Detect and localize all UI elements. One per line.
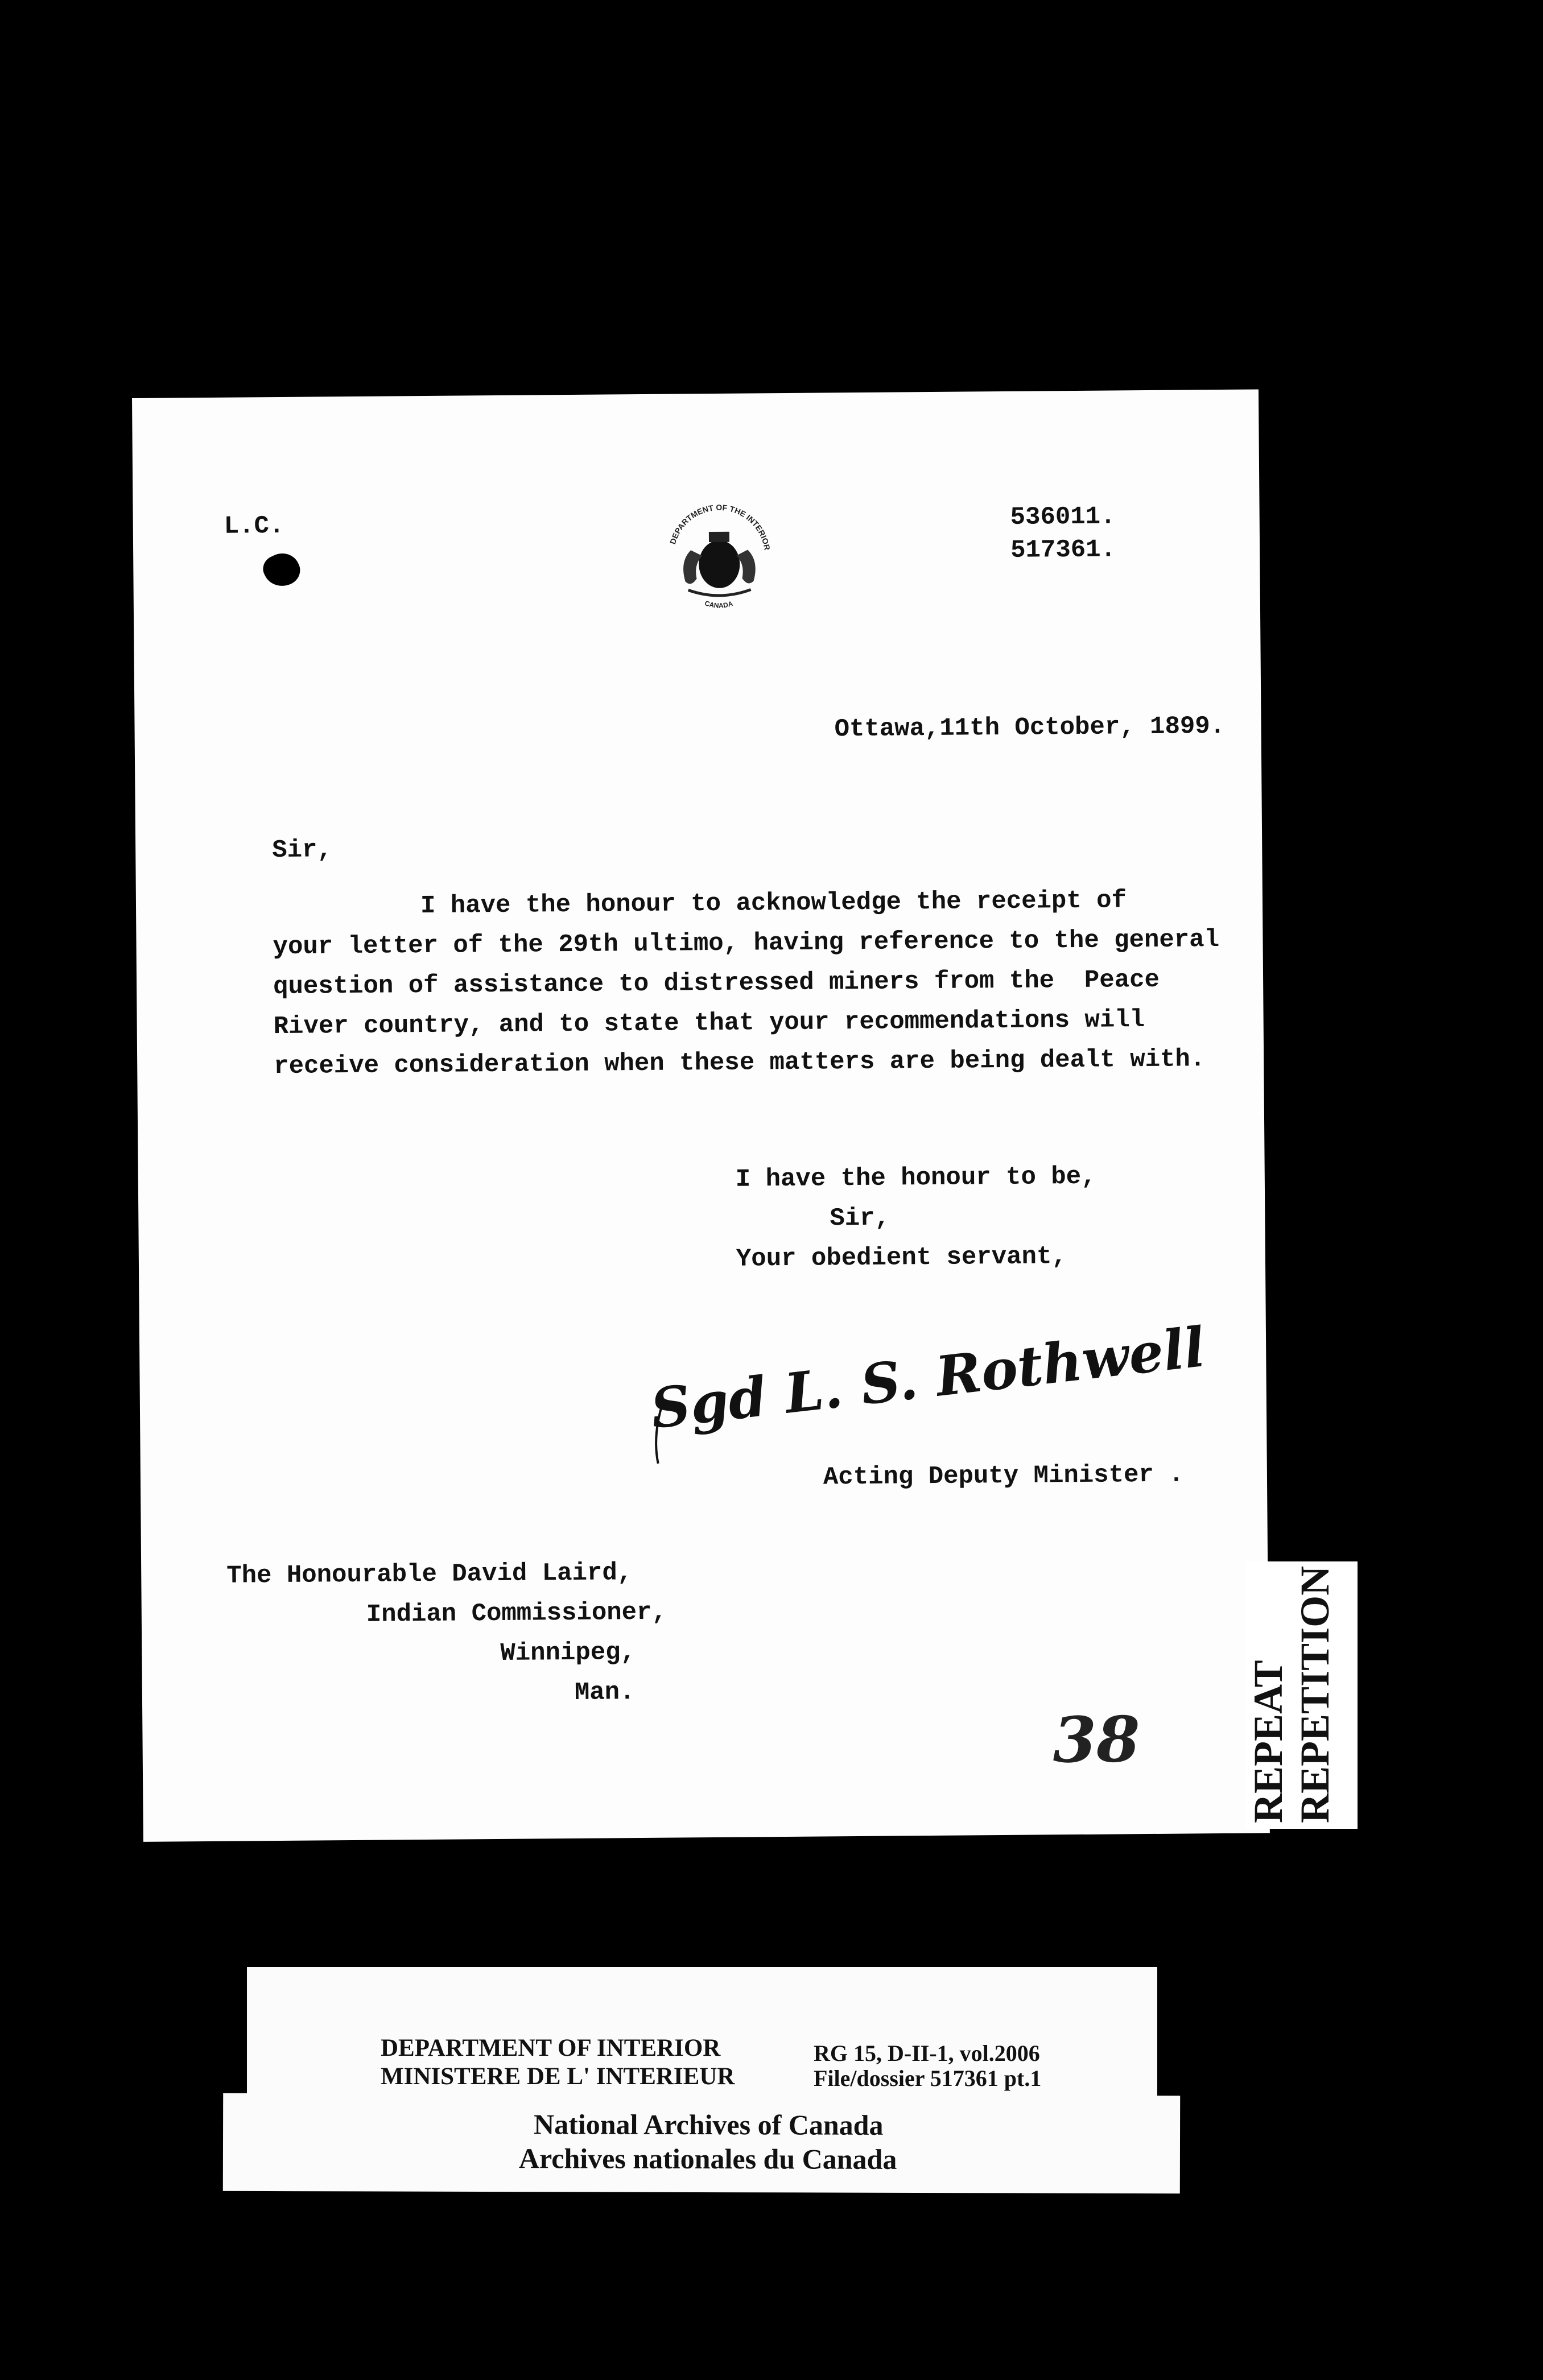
address-line-4: Man. — [574, 1678, 635, 1707]
file-number-2: 517361. — [1010, 535, 1116, 565]
signature-title: Acting Deputy Minister . — [823, 1460, 1184, 1492]
stamp-line-2: REPETITION — [1292, 1565, 1338, 1823]
rg-reference: RG 15, D-II-1, vol.2006 — [814, 2040, 1040, 2066]
page-number-mark — [1041, 1699, 1167, 1791]
file-reference: File/dossier 517361 pt.1 — [814, 2065, 1042, 2091]
address-line-2: Indian Commissioner, — [366, 1598, 667, 1629]
svg-text:CANADA — [704, 599, 734, 610]
closing-line-2: Sir, — [830, 1204, 890, 1233]
national-archives-label — [223, 2093, 1180, 2193]
address-line-1: The Honourable David Laird, — [226, 1559, 633, 1590]
archive-reference-label — [247, 1967, 1157, 2114]
dateline: Ottawa,11th October, 1899. — [834, 712, 1226, 744]
seal-text-bottom: CANADA — [703, 599, 734, 610]
archives-french: Archives nationales du Canada — [518, 2142, 897, 2175]
ink-blot — [259, 547, 305, 592]
salutation: Sir, — [272, 836, 333, 865]
body-line-5: receive consideration when these matters are being dealt with. — [274, 1045, 1206, 1081]
seal-text-top: DEPARTMENT OF THE INTERIOR — [667, 502, 772, 551]
signature-text: Sgd L. S. Rothwell — [647, 1315, 1208, 1441]
dept-english: DEPARTMENT OF INTERIOR — [381, 2035, 721, 2061]
stamp-line-1: REPEAT — [1245, 1660, 1291, 1823]
body-line-4: River country, and to state that your recommendations will — [273, 1006, 1145, 1042]
page-number-text: 38 — [1053, 1703, 1141, 1777]
repeat-stamp — [1245, 1561, 1358, 1829]
body-line-3: question of assistance to distressed miners from the Peace — [273, 965, 1160, 1002]
dept-french: MINISTERE DE L' INTERIEUR — [381, 2063, 735, 2090]
closing-line-3: Your obedient servant, — [736, 1242, 1067, 1274]
body-line-2: your letter of the 29th ultimo, having reference to the general — [273, 925, 1220, 962]
reference-code: L.C. — [224, 511, 284, 541]
file-number-1: 536011. — [1010, 502, 1116, 532]
department-seal-icon — [656, 493, 782, 619]
body-line-1: I have the honour to acknowledge the receipt of — [420, 886, 1127, 921]
address-line-3: Winnipeg, — [500, 1638, 636, 1668]
closing-line-1: I have the honour to be, — [735, 1162, 1096, 1194]
archives-english: National Archives of Canada — [534, 2108, 884, 2141]
letter-page — [132, 389, 1270, 1841]
